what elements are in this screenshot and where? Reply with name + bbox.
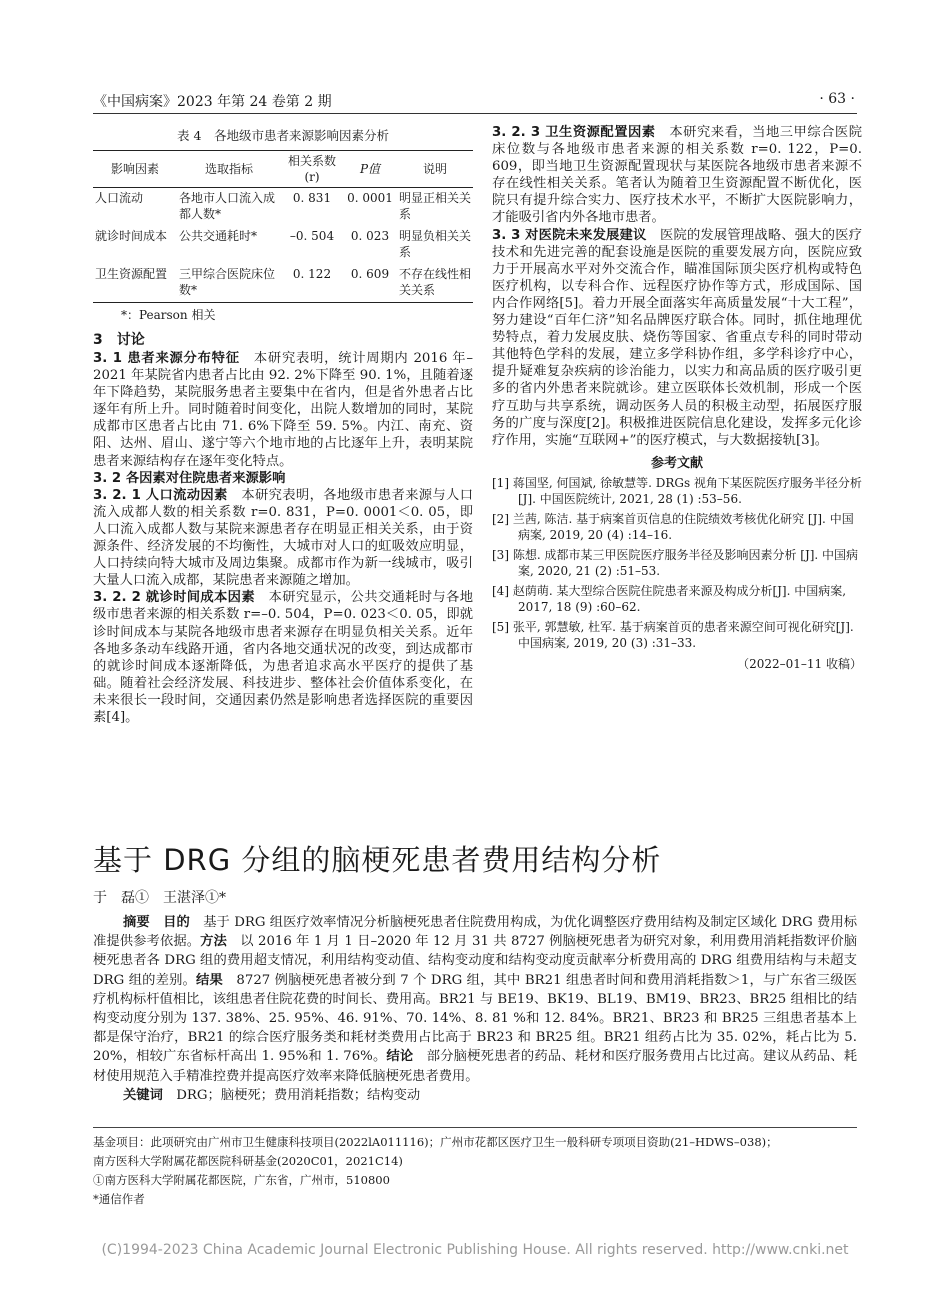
copyright-footer: (C)1994-2023 China Academic Journal Electronic Publishing House. All rights reserved. http://www.cnki.net bbox=[101, 1242, 849, 1258]
left-column bbox=[93, 124, 473, 726]
fund-note: 基金项目：此项研究由广州市卫生健康科技项目(2022lA011116)；广州市花都区医疗卫生一般科研专项项目资助(21–HDWS–038)； bbox=[93, 1135, 778, 1149]
received-date: （2022–01–11 收稿） bbox=[737, 656, 862, 671]
table-title: 表 4 各地级市患者来源影响因素分析 bbox=[177, 128, 389, 143]
table-cell: 卫生资源配置 bbox=[93, 264, 177, 303]
paragraph: 3. 2. 1 人口流动因素 本研究表明，各地级市患者来源与人口流入成都人数的相关系数 r=0. 831，P=0. 0001＜0. 05，即人口流入成都人数与某院来源患者存在明显正相关关系，由于资源条件、经济发展的不均衡性，大城市对人口的虹吸效应明显，人口持续向特大城市及周边集聚。成都市作为新一线城市，吸引大量人口流入成都，某院患者来源随之增加。 bbox=[93, 487, 474, 589]
col-header: P值 bbox=[343, 151, 397, 188]
paragraph: 3. 2. 3 卫生资源配置因素 本研究来看，当地三甲综合医院床位数与各地级市患者来源的相关系数 r=0. 122，P=0. 609，即当地卫生资源配置现状与某医院各地级市患者来源不存在线性相关关系。笔者认为随着卫生资源配置不断优化，医院只有提升综合实力、医疗技术水平，不断扩大医院影响力，才能吸引省内外各地市患者。 bbox=[492, 125, 863, 226]
journal-header: 《中国病案》2023 年第 24 卷第 2 期 bbox=[93, 94, 332, 110]
table-note: *：Pearson 相关 bbox=[121, 308, 216, 322]
keywords: DRG；脑梗死；费用消耗指数；结构变动 bbox=[176, 1087, 421, 1103]
table-cell: 三甲综合医院床位数* bbox=[177, 264, 281, 303]
reference-item: [1] 蒋国坚, 何国斌, 徐敏慧等. DRGs 视角下某医院医疗服务半径分析[J]. 中国医院统计, 2021, 28 (1) :53–56. bbox=[492, 475, 862, 507]
reference-item: [4] 赵荫萌. 某大型综合医院住院患者来源及构成分析[J]. 中国病案, 2017, 18 (9) :60–62. bbox=[492, 583, 847, 615]
table-cell: 就诊时间成本 bbox=[95, 229, 168, 243]
table-cell: 0. 0001 bbox=[347, 191, 393, 205]
col-header: 影响因素 bbox=[93, 151, 177, 188]
paragraph: 3. 1 患者来源分布特征 本研究表明，统计周期内 2016 年–2021 年某院省内患者占比由 92. 2%下降至 90. 1%，且随着逐年下降趋势，某院服务患者主要集中在省内，但是省外患者占比逐年有所上升。同时随着时间变化，出院人数增加的同时，某院成都市区患者占比由 71. 6%下降至 59. 5%。内江、南充、资阳、达州、眉山、遂宁等六个地市地的占比逐年上升，表明某院患者来源结构存在逐年变化特点。 bbox=[93, 351, 473, 469]
reference-item: [5] 张平, 郭慧敏, 杜军. 基于病案首页的患者来源空间可视化研究[J]. 中国病案, 2019, 20 (3) :31–33. bbox=[492, 619, 854, 651]
subsection-heading: 3. 2 各因素对住院患者来源影响 bbox=[93, 470, 286, 486]
table-cell: 0. 831 bbox=[292, 191, 332, 205]
col-header: 说明 bbox=[397, 151, 473, 188]
abstract-label: 摘要 bbox=[123, 915, 150, 930]
table-row bbox=[93, 188, 473, 227]
section-heading: 3 讨论 bbox=[93, 332, 145, 348]
references-title: 参考文献 bbox=[650, 455, 703, 471]
table-cell: –0. 504 bbox=[289, 229, 335, 243]
table-row bbox=[93, 264, 473, 303]
table-cell: 明显正相关关系 bbox=[399, 191, 472, 221]
table-cell: 公共交通耗时* bbox=[179, 229, 258, 243]
table-cell: 人口流动 bbox=[95, 191, 144, 205]
page-number: · 63 · bbox=[819, 91, 855, 107]
col-header: 相关系数(r) bbox=[281, 151, 343, 188]
table-cell: 0. 122 bbox=[281, 264, 343, 303]
fund-note-2: 南方医科大学附属花都医院科研基金(2020C01，2021C14) bbox=[93, 1154, 403, 1168]
table-cell: 不存在线性相关关系 bbox=[397, 264, 473, 303]
table-cell: 各地市人口流入成都人数* bbox=[179, 191, 276, 221]
paragraph: 3. 2. 2 就诊时间成本因素 本研究显示，公共交通耗时与各地级市患者来源的相关系数 r=–0. 504，P=0. 023＜0. 05，即就诊时间成本与某院各地级市患者来源存在明显负相关关系。近年各地多条动车线路开通，省内各地交通状况的改变，到达成都市的就诊时间成本逐渐降低，为患者追求高水平医疗的提供了基础。随着社会经济发展、科技进步、整体社会价值体系变化，在未来很长一段时间，交通因素仍然是影响患者选择医院的重要因素[4]。 bbox=[93, 590, 474, 725]
col-header: 选取指标 bbox=[177, 151, 281, 188]
abstract: 摘要 目的 基于 DRG 组医疗效率情况分析脑梗死患者住院费用构成，为优化调整医疗费用结构及制定区域化 DRG 费用标准提供参考依据。方法 以 2016 年 1 月 1 日–2020 年 12 月 31 共 8727 例脑梗死患者为研究对象，利用费用消耗指数评价脑梗死患者各 DRG 组的费用超支情况，利用结构变动值、结构变动度和结构变动度贡献率分析费用高的 DRG 组费用结构与未超支 DRG 组的差别。结果 8727 例脑梗死患者被分到 7 个 DRG 组，其中 BR21 组患者时间和费用消耗指数＞1，与广东省三级医疗机构标杆值相比，该组患者住院花费的时间长、费用高。BR21 与 BE19、BK19、BL19、BM19、BR23、BR25 组相比的结构变动度分别为 137. 38%、25. 95%、46. 91%、70. 14%、8. 81 %和 12. 84%。BR21、BR23 和 BR25 三组患者基本上都是保守治疗，BR21 的综合医疗服务类和耗材类费用占比高于 BR23 和 BR25 组。BR21 组药占比为 35. 02%，耗占比为 5. 20%，相较广东省标杆高出 1. 95%和 1. 76%。结论 部分脑梗死患者的药品、耗材和医疗服务费用占比过高。建议从药品、耗材使用规范入手精准控费并提高医疗效率来降低脑梗死患者费用。 关键词 DRG；脑梗死；费用消耗指数；结构变动 bbox=[93, 915, 858, 1103]
table-row bbox=[93, 226, 473, 264]
table-cell: 0. 023 bbox=[350, 229, 390, 243]
affiliation: ①南方医科大学附属花都医院，广东省，广州市，510800 bbox=[93, 1173, 390, 1187]
footnote-rule bbox=[93, 1127, 857, 1128]
footnotes bbox=[93, 1133, 863, 1209]
reference-item: [2] 兰茜, 陈洁. 基于病案首页信息的住院绩效考核优化研究 [J]. 中国病案, 2019, 20 (4) :14–16. bbox=[492, 511, 854, 543]
table-cell: 明显负相关关系 bbox=[399, 229, 472, 259]
paragraph: 3. 3 对医院未来发展建议 医院的发展管理战略、强大的医疗技术和先进完善的配套设施是医院的重要发展方向，医院应致力于开展高水平对外交流合作，瞄准国际顶尖医疗机构或特色医疗机构，以专科合作、远程医疗协作等方式，形成国际、国内合作网络[5]。着力开展全面落实年高质量发展“十大工程”，努力建设“百年仁济”知名品牌医疗联合体。同时，抓住地理优势特点，着力发展皮肤、烧伤等国家、省重点专科的同时带动其他特色学科的发展，建立多学科协作组，多学科诊疗中心，提升疑难复杂疾病的诊治能力，以实力和高品质的医疗吸引更多的省内外患者来院就诊。建立医联体长效机制，形成一个医疗互助与共享系统，调动医务人员的积极主动型，拓展医疗服务的广度与深度[2]。积极推进医院信息化建设，发挥多元化诊疗作用，实施“互联网+”的医疗模式，与大数据接轨[3]。 bbox=[492, 227, 862, 448]
authors: 于 磊① 王湛泽①* bbox=[93, 890, 226, 906]
article-title: 基于 DRG 分组的脑梗死患者费用结构分析 bbox=[93, 843, 662, 877]
table-cell: 0. 609 bbox=[343, 264, 397, 303]
right-column bbox=[492, 124, 862, 672]
reference-item: [3] 陈想. 成都市某三甲医院医疗服务半径及影响因素分析 [J]. 中国病案, 2020, 21 (2) :51–53. bbox=[492, 547, 859, 579]
header-rule bbox=[93, 113, 857, 114]
corresponding-author: *通信作者 bbox=[93, 1192, 145, 1206]
keywords-label: 关键词 bbox=[123, 1087, 163, 1103]
factor-table bbox=[93, 150, 473, 303]
